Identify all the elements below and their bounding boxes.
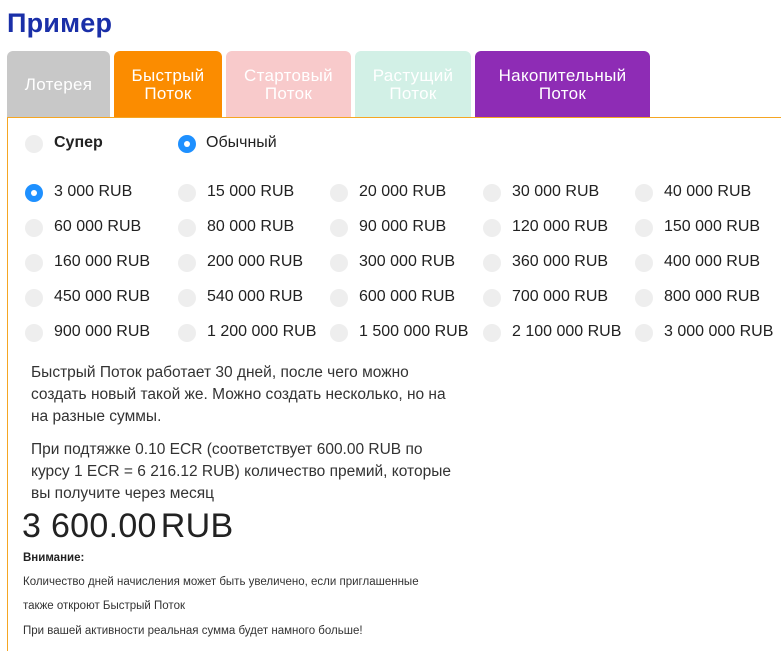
amount-label: 360 000 RUB bbox=[512, 253, 609, 270]
tab-accumulative-stream[interactable] bbox=[475, 51, 650, 118]
amount-label: 540 000 RUB bbox=[207, 288, 304, 305]
result-amount bbox=[22, 507, 233, 546]
amount-label: 90 000 RUB bbox=[359, 218, 447, 235]
tab-label: Растущий Поток bbox=[372, 65, 454, 103]
amount-radio[interactable] bbox=[25, 289, 43, 307]
amount-label: 60 000 RUB bbox=[54, 218, 142, 235]
notice-line: Количество дней начисления может быть увеличено, если приглашенные bbox=[23, 576, 419, 588]
amount-label: 1 200 000 RUB bbox=[207, 323, 317, 340]
tab-label: Накопительный Поток bbox=[498, 65, 627, 103]
mode-radio-super[interactable] bbox=[25, 135, 43, 153]
amount-radio[interactable] bbox=[330, 184, 348, 202]
calculator-panel bbox=[7, 117, 781, 651]
amount-label: 900 000 RUB bbox=[54, 323, 151, 340]
amount-label: 600 000 RUB bbox=[359, 288, 456, 305]
tab-lottery[interactable] bbox=[7, 51, 110, 118]
amount-radio[interactable] bbox=[25, 219, 43, 237]
result-value: 3 600.00 bbox=[22, 507, 157, 545]
amount-label: 200 000 RUB bbox=[207, 253, 304, 270]
amount-radio[interactable] bbox=[330, 219, 348, 237]
amount-label: 80 000 RUB bbox=[207, 218, 295, 235]
amount-radio[interactable] bbox=[483, 324, 501, 342]
amount-radio[interactable] bbox=[330, 254, 348, 272]
amount-radio[interactable] bbox=[178, 184, 196, 202]
amount-radio[interactable] bbox=[330, 289, 348, 307]
notice-line: также откроют Быстрый Поток bbox=[23, 600, 185, 612]
amount-label: 3 000 000 RUB bbox=[664, 323, 774, 340]
amount-label: 450 000 RUB bbox=[54, 288, 151, 305]
amount-radio[interactable] bbox=[25, 324, 43, 342]
amount-label: 40 000 RUB bbox=[664, 183, 752, 200]
mode-radio-regular[interactable] bbox=[178, 135, 196, 153]
mode-label-regular: Обычный bbox=[206, 134, 277, 151]
tab-label: Лотерея bbox=[24, 74, 93, 94]
tab-label: Быстрый Поток bbox=[131, 65, 205, 103]
amount-radio[interactable] bbox=[178, 324, 196, 342]
stream-description: Быстрый Поток работает 30 дней, после чего можно создать новый такой же. Можно создать несколько, но на на разные суммы. bbox=[31, 364, 446, 425]
amount-radio[interactable] bbox=[635, 219, 653, 237]
amount-label: 400 000 RUB bbox=[664, 253, 761, 270]
amount-radio[interactable] bbox=[635, 324, 653, 342]
amount-label: 15 000 RUB bbox=[207, 183, 295, 200]
amount-label: 800 000 RUB bbox=[664, 288, 761, 305]
amount-radio[interactable] bbox=[483, 219, 501, 237]
amount-label: 1 500 000 RUB bbox=[359, 323, 469, 340]
amount-label: 120 000 RUB bbox=[512, 218, 609, 235]
amount-radio[interactable] bbox=[178, 254, 196, 272]
amount-radio[interactable] bbox=[25, 184, 43, 202]
amount-radio[interactable] bbox=[25, 254, 43, 272]
amount-radio[interactable] bbox=[483, 254, 501, 272]
amount-radio[interactable] bbox=[483, 184, 501, 202]
amount-radio[interactable] bbox=[635, 289, 653, 307]
amount-label: 300 000 RUB bbox=[359, 253, 456, 270]
notice-title: Внимание: bbox=[23, 552, 85, 564]
notice-line: При вашей активности реальная сумма будет намного больше! bbox=[23, 625, 363, 637]
amount-label: 30 000 RUB bbox=[512, 183, 600, 200]
amount-label: 2 100 000 RUB bbox=[512, 323, 622, 340]
tab-growing-stream[interactable] bbox=[355, 51, 471, 118]
amount-label: 150 000 RUB bbox=[664, 218, 761, 235]
calculation-text: При подтяжке 0.10 ECR (соответствует 600.00 RUB по курсу 1 ECR = 6 216.12 RUB) количество премий, которые вы получите через месяц bbox=[31, 441, 451, 502]
page-title: Пример bbox=[7, 8, 113, 38]
mode-label-super: Супер bbox=[54, 134, 103, 151]
amount-label: 3 000 RUB bbox=[54, 183, 133, 200]
tab-fast-stream[interactable] bbox=[114, 51, 222, 118]
amount-label: 20 000 RUB bbox=[359, 183, 447, 200]
amount-radio[interactable] bbox=[483, 289, 501, 307]
stream-tabs bbox=[7, 51, 654, 118]
amount-radio[interactable] bbox=[635, 254, 653, 272]
amount-radio[interactable] bbox=[178, 289, 196, 307]
amount-radio[interactable] bbox=[330, 324, 348, 342]
amount-label: 700 000 RUB bbox=[512, 288, 609, 305]
tab-starter-stream[interactable] bbox=[226, 51, 351, 118]
result-currency: RUB bbox=[160, 507, 234, 545]
amount-label: 160 000 RUB bbox=[54, 253, 151, 270]
tab-label: Стартовый Поток bbox=[244, 65, 333, 103]
amount-radio[interactable] bbox=[635, 184, 653, 202]
amount-radio[interactable] bbox=[178, 219, 196, 237]
